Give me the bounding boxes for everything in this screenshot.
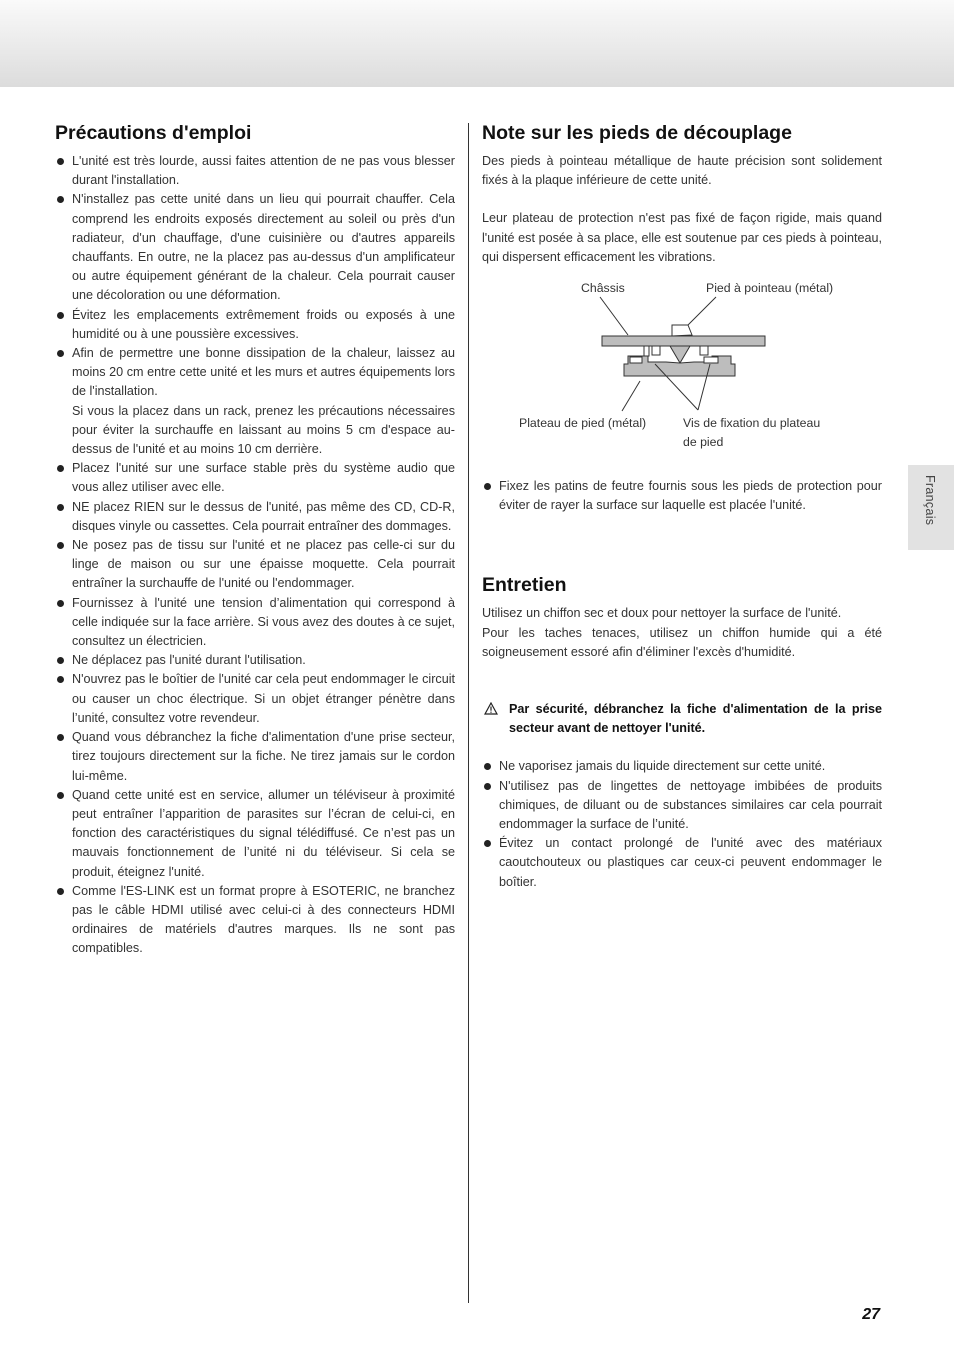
care-title: Entretien <box>482 574 567 597</box>
list-item: Ne posez pas de tissu sur l'unité et ne placez pas celle-ci sur du linge de maison ou sur une épaisse moquette. Cela pourrait entraîner la surchauffe de l'unité ou l'endommager. <box>55 536 455 594</box>
header-band <box>0 0 954 87</box>
precautions-section <box>55 120 455 959</box>
list-item: Ne déplacez pas l'unité durant l'utilisation. <box>55 651 455 670</box>
diagram-label-spike: Pied à pointeau (métal) <box>706 281 834 296</box>
diagram-label-chassis: Châssis <box>581 281 625 296</box>
list-item: Comme l'ES-LINK est un format propre à ESOTERIC, ne branchez pas le câble HDMI utilisé avec celui-ci à des connecteurs HDMI ordinaires de matériels d'autres marques. Ils ne sont pas compatibles. <box>55 882 455 959</box>
list-item: N'installez pas cette unité dans un lieu qui pourrait chauffer. Cela comprend les endroits exposés directement au soleil ou près d'un radiateur, d'un chauffage, d'une cuisinière ou d'autres appareils chauffants. En outre, ne la placez pas au-dessus d'un amplificateur ou autre équipement générant de la chaleur. Cela pourrait causer une décoloration ou une déformation. <box>55 190 455 305</box>
list-item: Afin de permettre une bonne dissipation de la chaleur, laissez au moins 20 cm entre cette unité et les murs et autres équipements lors de l'installation. <box>55 344 455 402</box>
diagram-label-screw-1: Vis de fixation du plateau <box>683 416 821 431</box>
list-item: N'ouvrez pas le boîtier de l'unité car cela peut endommager le circuit ou causer un choc électrique. Si un objet étranger pénètre dans l’unité, consultez votre revendeur. <box>55 670 455 728</box>
feet-section <box>482 120 882 892</box>
list-item: Quand cette unité est en service, allumer un téléviseur à proximité peut entraîner l’apparition de parasites sur l’écran de celui-ci, en fonction des caractéristiques du signal télédiffusé. Ce n’est pas un mauvais fonctionnement de l’unité ni du téléviseur. Si cela se produit, éteignez l'unité. <box>55 786 455 882</box>
list-item: Évitez un contact prolongé de l'unité avec des matériaux caoutchouteux ou plastiques car ceux-ci peuvent endommager le boîtier. <box>482 834 882 892</box>
warning-note <box>482 700 882 738</box>
list-item: Ne vaporisez jamais du liquide directement sur cette unité. <box>482 757 882 776</box>
list-item: Évitez les emplacements extrêmement froids ou exposés à une humidité ou à une poussière excessives. <box>55 306 455 344</box>
list-item: Quand vous débranchez la fiche d'alimentation d'une prise secteur, tirez toujours directement sur la fiche. Ne tirez jamais sur le cordon lui-même. <box>55 728 455 786</box>
diagram-label-screw-2: de pied <box>683 435 724 450</box>
language-label: Français <box>923 475 937 526</box>
list-item: NE placez RIEN sur le dessus de l'unité, pas même des CD, CD-R, disques vinyle ou cassettes. Cela pourrait entraîner des dommages. <box>55 498 455 536</box>
language-tab <box>908 465 954 550</box>
column-divider <box>468 123 469 1303</box>
care-paragraph-1: Utilisez un chiffon sec et doux pour nettoyer la surface de l'unité. <box>482 606 842 621</box>
feet-notes-list <box>482 477 882 515</box>
list-item: Fournissez à l'unité une tension d’alimentation qui correspond à celle indiquée sur la face arrière. Si vous avez des doutes à ce sujet, consultez un électricien. <box>55 594 455 652</box>
list-item: Placez l'unité sur une surface stable près du système audio que vous allez utiliser avec elle. <box>55 459 455 497</box>
precautions-title: Précautions d'emploi <box>55 122 252 144</box>
care-list <box>482 757 882 891</box>
list-item: L'unité est très lourde, aussi faites attention de ne pas vous blesser durant l'installation. <box>55 152 455 190</box>
rack-note: Si vous la placez dans un rack, prenez les précautions nécessaires pour éviter la surchauffe en laissant au moins 5 cm d'espace au-dessus de l'unité et au moins 10 cm derrière. <box>72 403 455 457</box>
feet-title: Note sur les pieds de découplage <box>482 122 792 144</box>
care-paragraph-2: Pour les taches tenaces, utilisez un chiffon humide qui a été soigneusement essoré afin d'éliminer l'excès d'humidité. <box>482 625 882 659</box>
warning-text: Par sécurité, débranchez la fiche d'alimentation de la prise secteur avant de nettoyer l'unité. <box>509 702 882 736</box>
feet-paragraph-1: Des pieds à pointeau métallique de haute précision sont solidement fixés à la plaque inférieure de cette unité. <box>482 154 882 188</box>
page-number: 27 <box>862 1306 880 1323</box>
warning-triangle-icon <box>484 702 498 715</box>
list-item: N'utilisez pas de lingettes de nettoyage imbibées de produits chimiques, de diluant ou de substances similaires car cela pourrait endommager la surface de l’unité. <box>482 777 882 835</box>
list-item: Fixez les patins de feutre fournis sous les pieds de protection pour éviter de rayer la surface sur laquelle est placée l'unité. <box>482 477 882 515</box>
diagram-label-plate: Plateau de pied (métal) <box>519 416 647 431</box>
feet-paragraph-2: Leur plateau de protection n'est pas fixé de façon rigide, mais quand l'unité est posée à sa place, elle est soutenue par ces pieds à pointeau, qui dispersent efficacement les vibrations. <box>482 211 882 264</box>
feet-diagram <box>482 277 882 457</box>
precautions-list <box>55 152 455 959</box>
